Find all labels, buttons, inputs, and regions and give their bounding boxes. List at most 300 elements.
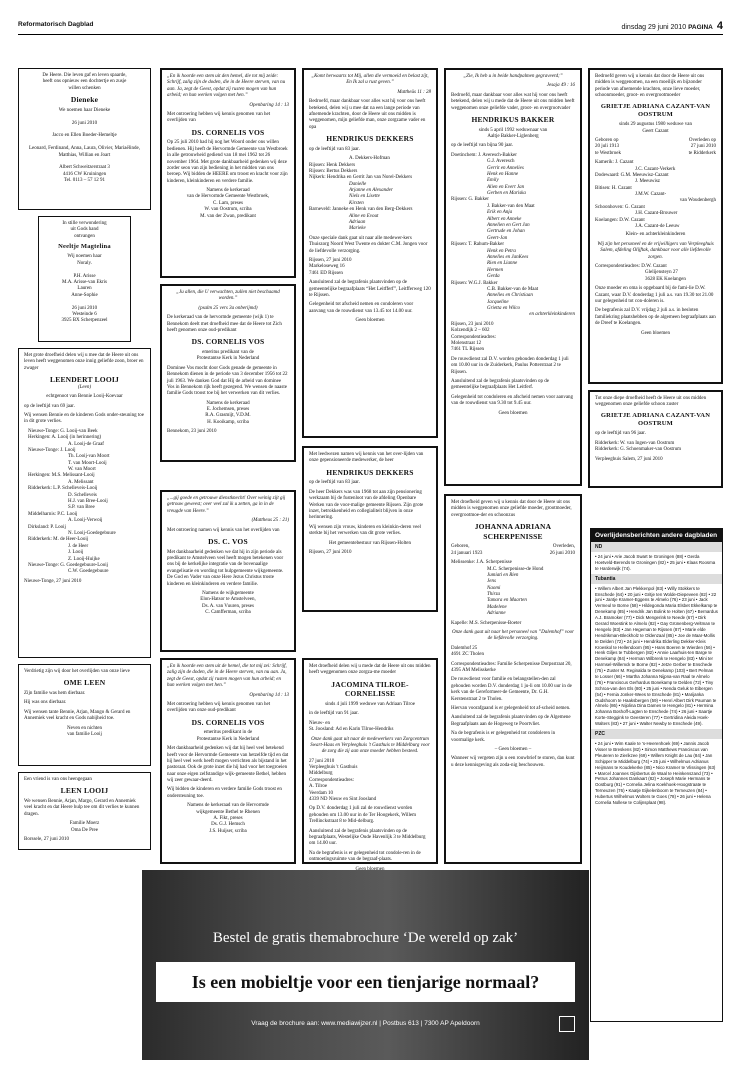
family-line: A. Looij-de Graaf xyxy=(68,441,104,447)
text-line: emeritus predikant van de xyxy=(202,349,254,355)
text-line: Markeloseweg 16 xyxy=(309,264,345,270)
age-line: op de leeftijd van 83 jaar. xyxy=(309,480,360,486)
text-line: 7461 ED Rijssen xyxy=(309,270,343,276)
text-line: Middelburg xyxy=(309,771,333,777)
signature xyxy=(167,803,289,835)
age-line: op de leeftijd van 83 jaar. xyxy=(309,146,360,152)
family-line: Nijkerk: Hendrika en Gerrit Jan van Norel-Dekkers xyxy=(309,175,413,181)
deceased-name: JOHANNA ADRIANA SCHERPENISSE xyxy=(474,522,552,541)
no-flowers: Geen bloemen xyxy=(498,410,528,416)
family-line: Hermen xyxy=(487,267,504,273)
body-text: Hiervan voorafgaand is er gelegenheid tot af-scheid nemen. xyxy=(451,705,571,711)
intro-text: Met ontroering hebben wij kennis genomen van het overlijden van onze oud-predikant xyxy=(167,701,271,714)
dates xyxy=(595,138,716,157)
family-line: Kirsten xyxy=(349,200,364,206)
body-text: Aansluitend zal de begrafenis plaatsvinden op de begraafplaats, Westelijke Oude Havenlijk 3 te Middelburg om 14.00 uur. xyxy=(309,828,426,847)
family-line: G.J. Averesch xyxy=(487,159,515,165)
bible-quote: „Ju allen, die U verwachten, zullen niet beschaamd worden.” xyxy=(176,290,280,302)
text-line: 27 juni 2010 xyxy=(309,758,335,764)
text-line: Geboren, xyxy=(451,544,470,550)
section-nd: ND xyxy=(591,542,722,552)
family-line: J. Bakker-van den Maat xyxy=(487,203,535,209)
family-line: Doetinchem: J. Averesch-Bakker xyxy=(451,152,517,158)
header-right xyxy=(621,20,723,32)
deceased-name: DS. CORNELIS VOS xyxy=(191,717,265,727)
body-text: Op 25 juli 2010 had hij nog het Woord onder ons willen bedienen. Hij heeft de Hervormde Gemeente van Westbroek in alle getrouwheid gediend van 18 mei 1962 tot 26 november 1964. Met grote dankbaarheid gedenken wij deze zorder seon van zijn bediening in het midden van ons beroep. Wij bidden de HEERE om troost en kracht voor zijn kinderen, kleinkinderen en verdere familie. xyxy=(167,140,288,184)
dates xyxy=(451,544,575,557)
text-line: Ridderkerk: W. van Ingen-van Oostrum xyxy=(595,440,675,446)
family-line: Madelene xyxy=(487,604,507,610)
text-line: Geboren op xyxy=(595,137,619,143)
text-line: R.A. Grasmijt, V.D.M. xyxy=(205,413,251,419)
text-line: Protestantse Kerk in Nederland xyxy=(196,736,260,742)
body-text: Onze moeder en oma is opgebaard bij de fami-lie D.W. Cazant, waar D.V. donderdag 1 juli a.s. van 19.30 tot 21.00 uur gelegenheid tot con-doleren is. xyxy=(595,286,714,304)
text-line: Wij wensen tante Bennie, Arjan, Mango & Gerard en Annemiek veel kracht en Gods nabijheid toe. xyxy=(24,709,131,722)
family-line: Gertrude en Johan xyxy=(487,229,525,235)
address xyxy=(309,258,431,277)
family-line: Arjanne en Alexander xyxy=(349,188,393,194)
text-line: wijkgemeente Bethel te Rhenen xyxy=(196,809,260,815)
no-flowers: Geen bloemen xyxy=(640,330,671,336)
text-line: 26 juni 2010 xyxy=(549,550,575,556)
death-ad-ds-vos-rhenen xyxy=(160,658,296,864)
bible-quote: „Zie, Ik heb u in beide handpalmen gegraveerd;” xyxy=(463,74,563,79)
text-line: Borssele, 27 juni 2010 xyxy=(24,836,69,842)
text-line: Namens de kerkeraad van de Hervormde xyxy=(187,803,269,809)
address xyxy=(451,646,575,659)
body-text: De heer Dekkers was van 1968 tot aan zijn pensionering werkzaam bij de fustenloot van de afdeling Openbare Werken van de voor-malige gemeente Rijssen. Zijn grote inzet, betrokkenheid en collegialiteit blijven in onze herinnering. xyxy=(309,489,424,521)
text-line: Protestantse Kerk in Nederland xyxy=(196,356,260,362)
text-line: P.H. Arisse xyxy=(73,273,96,279)
bible-quote: „En ik hoorde een stem uit den hemel, die tot mij zeide: Schrijf, zalig zijn de doden, die in de Heere sterven, van nu aan. Ja, zegt de Geest, opdat zij rusten mogen van hun arbeid; en hun werken volgen met hen.” xyxy=(167,74,286,99)
intro-text: Verdrietig zijn wij door het overlijden van onze lieve xyxy=(24,669,130,674)
died-block xyxy=(550,544,575,557)
body-text: Na de begrafenis is er gelegenheid tot condoleren in voormalige kerk. xyxy=(451,731,556,743)
age-line: op de leeftijd van 69 jaar. xyxy=(24,403,75,409)
text-line: Correspondentieadres: D.W. Cazant xyxy=(595,264,667,269)
death-ad-ds-vos-westbroek xyxy=(160,68,296,278)
address xyxy=(309,759,431,804)
deceased-name: DS. CORNELIS VOS xyxy=(191,127,265,137)
text-line: Molenstraat 12 xyxy=(451,341,482,347)
family-line: en achterkleinkinderen xyxy=(529,312,575,318)
thanks: Wij zijn het personeel en de vrijwilligers van Verpleeghuis Salem, afdeling Olijftak, dankbaar voor alle liefdevolle zorgen. xyxy=(597,241,714,260)
child-name: Dieneke xyxy=(70,95,99,105)
deceased-name: HENDRIKUS DEKKERS xyxy=(326,134,414,144)
birth-ad-dieneke xyxy=(18,68,151,210)
text-line: sinds 5 april 1992 weduwnaar van xyxy=(478,127,548,133)
body-text: Aansluitend zal de begrafenis plaatsvinden op de gemeentelijke begraafplaats “Het Leitfferf”, Leitfferweg 120 te Rijssen. xyxy=(309,280,431,298)
text-line: Geert Cazant xyxy=(642,128,669,134)
bible-ref: Jesaja 49 : 16 xyxy=(546,83,575,89)
section-tubantia-entries: • Willem Albert Jan Plekkenpol (83) • Willy Stokkers te Enschede (64) • 20 juni • Gritje ten Wolde-Diepeveen (82) • 22 juni • Jantje Kramer-Eggens te Almelo (76) • 23 juni • Jack Vermeul te Borne (58) • Hildegonda Maria Elsbet Ekkelkamp te Denekamp (85) • Hendrik Jan Bolink te Holten (67) • Bernardus A.J. Bramoker (77) • Dick Mengerink te Neede (67) • Dirk Gerard Woestink te Almelo (82) • Gay Grünenberg-Veltman te Hengelo (83) • Jan Hegeman te Rijssen (87) • Marie elde Hendrikman-Bleckholz te Oldenzaal (85) • Joe de Maar-Mollis te Delden (72) • 24 juni • Hendrika Elderling Dekker-Kleis Kroeskol te Hellendoorn (95) • Hans Boeren te Wierden (56) • Henk Giljes te Tubbergen (82) • Annie Laarhuis-ten Barge te Denekamp (84) • Herman Wilbrenk te Hengelo (83) • Mini ter Harmsel-Willemck te Borne (82) • Jetze Gerber te Enschede (75) • Zuster M. Reginalda te Denekamp (103) • Bert Pelman te Losser (66) • Martha Johanna Nijpna-van Raal te Almelo (76) • Franciscus Gerhardus Bonekamp te Delden (72) • Tiny Schroa-van den Els (80) • 25 juni • Nenda Geluk te Eibergen (54) • Femia Jonker-Wees te Enschede (81) • Marijanka Oudshoorn te Haaksbergen (59) • Henri Albert Dirk Pauman te Almelo (86) • Nijolina Dina Dames te Hengelo (81) • Hermina Johanna Boshoff-Lagten te Enschede (74) • 26 juni • Saartje Korte-Steggink te Geesteren (77) • Gertridina Aleida Hoek-Walters (83) • 27 juni • Walter Newby te Enschede (49). xyxy=(595,585,718,727)
death-ad-ds-c-vos-amstelveen xyxy=(160,490,296,652)
birth-ad-neeltje xyxy=(38,216,131,342)
text-line: Aaltje Bakker-Liglenberg xyxy=(487,133,539,139)
death-ad-leendert-looij xyxy=(18,348,151,658)
family-line: Th. Looij-van Moort xyxy=(68,454,110,460)
text-line: Albert Schweitzerstraat 3 xyxy=(59,165,110,171)
text-line: 4416 CW Kruiningen xyxy=(62,171,107,177)
subtitle xyxy=(167,730,289,743)
birth-intro xyxy=(44,221,125,240)
text-line: van familie Looij xyxy=(67,731,102,737)
family-line: Annelies en Christiaan xyxy=(487,293,533,299)
text-line: Ridderkerk: G. Schoenmaker-van Oostrum xyxy=(595,447,681,453)
text-line: Anne-Sophie xyxy=(71,292,98,298)
place-date: Bennekom, 23 juni 2010 xyxy=(167,429,217,435)
birth-details xyxy=(44,254,125,324)
child-name: Neeltje Magtelina xyxy=(58,243,111,251)
text-line: J.S. Huijser, scriba xyxy=(209,828,247,834)
family-line: Nieuwe-Tonge: G. Looij-van Beek xyxy=(28,428,98,434)
text-line: 4339 ND Nieuw en Sint Joosland xyxy=(309,797,377,803)
body-text: Gelegenheid tot afscheid nemen en condoleren voor aanvang van de rouwdienst van 13.45 tot 14.00 uur. xyxy=(309,302,414,314)
family-list xyxy=(451,560,575,627)
text-line: Elon-Hatsor te Amstelveen, xyxy=(200,597,256,603)
page-date: dinsdag 29 juni 2010 xyxy=(621,24,687,31)
family-line: C.W. Goedegebuure xyxy=(68,569,109,575)
text-line: M. van der Zwan, predikant xyxy=(200,213,256,219)
text-line: 3925 BX Scherpenzeel xyxy=(61,318,108,324)
text-line: Oma De Pree xyxy=(71,827,98,833)
text-line: Nieuw- en xyxy=(309,720,330,726)
text-line: Ds. A. van Vuuren, preses xyxy=(202,603,254,609)
deceased-name: HENDRIKUS DEKKERS xyxy=(326,467,414,477)
body-text: Met dankbaarheid gedenken we dat hij in zijn periode als predikant te Amstelveen veel heeft mogen betekenen voor ons bij de kerkelijke integratie van de bovenaalige evangelisatie en wording tot hulpgemeente wijkgemeente. De God en Vader van onze Here Jezus Christus troste kinderen en kleinkinderen en verdere familie. xyxy=(167,549,284,587)
place-date: Rijssen, 27 juni 2010 xyxy=(309,549,352,555)
no-flowers: Geen bloemen xyxy=(355,318,385,324)
family-line: J.A. Cazant-de Leeuw xyxy=(635,224,680,230)
death-ad-johanna-scherpenisse xyxy=(444,494,582,864)
family-line: A. Dekkers-Hofman xyxy=(349,156,390,162)
text-line: te Ridderkerk xyxy=(688,150,716,156)
subtitle xyxy=(451,128,575,141)
intro-text: Bedroefd, maar dankbaar voor alles wat hij voor ons heeft betekend, delen wij u mede dat de Heere uit ons midden heeft weggenomen onze geliefde vader, groot- en overgrootvader xyxy=(451,92,575,111)
family-line: Niels en Lisette xyxy=(349,194,380,200)
family-line: Herkingen: A. Looij (in herinnering) xyxy=(28,435,102,441)
text-line: Overleden, xyxy=(552,544,575,550)
death-ad-ome-leen xyxy=(18,664,151,766)
family-line: J. Looij xyxy=(68,550,84,556)
deceased-name: JACOMINA TILROE-CORNELISSE xyxy=(331,679,409,699)
body-text: Wij wensen zijn vrouw, kinderen en kleinkin-deren veel sterkte bij het verwerken van dit grote verlies. xyxy=(309,524,421,537)
family-line: Rijssen: T. Rahum-Bakker xyxy=(451,242,505,248)
family-line: Bitisen: H. Cazant xyxy=(595,185,632,191)
family-line: Adriaan xyxy=(349,220,366,226)
text-line: Hij was ons dierbaar. xyxy=(24,700,67,706)
family-line: J. Meeuwisz xyxy=(635,179,660,185)
deceased-name: HENDRIKUS BAKKER xyxy=(471,114,555,124)
death-ad-grietje-cazant-family xyxy=(588,68,723,384)
text-line: emeritus predikant in de xyxy=(203,730,253,736)
body-text: Na de begrafenis is er gelegenheid tot condole-ren in de ontmoetingsruimte van de begraaf-plaats. xyxy=(309,850,421,863)
death-ad-ds-vos-bennekom xyxy=(160,284,296,462)
text-line: 26 juni 2010 xyxy=(71,120,98,126)
intro-text: Tot onze diepe droefheid heeft de Heere uit ons midden weggenomen onze geliefde schoon zuster xyxy=(595,396,707,408)
text-line: willen schenken xyxy=(68,85,101,91)
family-line: H.J. van Bree-Looij xyxy=(68,499,108,505)
family-line: Thirza xyxy=(487,592,501,598)
family-line: Kapelle: M.S. Scherpenisse-Boeter xyxy=(451,620,522,626)
text-line: Correspondentieadres: xyxy=(309,777,354,783)
family-line: Henk en Hanne xyxy=(487,171,519,177)
body-text: Met dankbaarheid gedenken wij dat hij heel veel betekend heeft voor de Hervormde Gemeente van hetzelfde tijd en dat hij heel veel werk heeft mogen verrichten als bijstand in het pastoraat. Ook de grote inzet die hij had voor het toegroeien naar onze eigen zelfstandige wijk-gemeente Bethel, hebben wij zeer gewaar-deerd. xyxy=(167,746,289,784)
family-line: W. van Moort xyxy=(68,467,96,473)
text-line: M.A. Arisse-van Ekris xyxy=(62,280,107,286)
family-line: M.C. Scherpenisse-de Hond xyxy=(487,566,544,572)
text-line: Rijssen, 27 juni 2010 xyxy=(309,257,352,263)
intro-text: Met ontroering hebben wij kennis genomen van het overlijden van xyxy=(167,111,271,124)
birth-intro xyxy=(24,73,145,92)
text-line: 27 juni 2010 xyxy=(690,144,716,150)
wish-line: Wij wensen Bennie en de kinderen Gods onder-steuning toe in dit grote verlies. xyxy=(24,412,144,425)
family-list xyxy=(28,429,145,576)
deceased-name: DS. CORNELIS VOS xyxy=(191,337,265,347)
text-line: 26 juni 2010 xyxy=(71,305,98,311)
family-line: Klein- en achterkleinkinderen xyxy=(625,232,686,238)
intro-text: Met leedwezen namen wij kennis van het over-lijden van onze gepensioneerde medewerker, de heer xyxy=(309,452,424,464)
family-line: Kamerik: J. Cazant xyxy=(595,160,634,166)
death-ad-hendrikus-bakker xyxy=(444,68,582,486)
family-line: Herkingen: M.S. Melissant-Looij xyxy=(28,473,95,479)
age-line: op de leeftijd van 96 jaar. xyxy=(595,431,646,437)
section-pzc-entries: • 24 juni • Wim Kaale te 's-Heerenhoek (69) • Jannis Jacob Visser te Breskens (82) • Simon Matthews Franciscus van Pleuteren te Zierikzee (69) • Willem Knight de Lau (84) • Jan Schipper te Middelburg (74) • 25 juni • Wilhelmus Adrianus Heijmans te Koudekerke (85) • Nico Kramer te Vlissingen (63) • Marcel Joannes Gijsbertus de Waal te Heinkenszand (73) • Petrus Johannes Dankaart (82) • Joseph Marie Hermans te Oostburg (91) • Cornelia Jelina Koekhoek-Hoogstraate te Terneuzen (76) • Kaatje Eijkelenboom te Terneuzen (84) • Hubertus Wilhelmus Wolters te Goes (78) • 26 juni • Helena Cornelia Nollese te Colijnsplaat (98). xyxy=(595,741,716,805)
text-line: van de Hervormde Gemeente Westbroek, xyxy=(186,194,270,200)
body-text: Op D.V. donderdag 1 juli zal de rouwdienst worden gehouden om 13.00 uur in de Ter Hoogekerk, Willem Trellinckstraat 8 te Mid-delburg. xyxy=(309,806,417,825)
text-line: sinds 29 augustus 1980 weduwe van xyxy=(619,122,692,128)
banner-headline-2: Is een mobieltje voor een tienjarige normaal? xyxy=(191,972,540,992)
family-line: J.C. Cazant-Verkerk xyxy=(635,166,676,172)
family-line: J.H. Cazant-Brouwer xyxy=(635,211,678,217)
family-line: Rijssen: W.G.J. Bakker xyxy=(451,280,498,286)
intro-text: Met droefheid geven wij u kennis dat door de Heere uit ons midden is weggenomen onze geliefde moeder, grootmoeder, overgrootmoe-der en schoonzus xyxy=(451,500,572,518)
text-line: De Heere. Die leven gaf en leven spaarde, xyxy=(42,73,127,78)
family-line: C.B. Bakker-van de Maat xyxy=(487,286,539,292)
family-line: Marieke xyxy=(349,226,366,232)
text-line: St. Joosland: Ad en Karin Tilroe-Hendriks xyxy=(309,727,394,733)
text-line: Lauren xyxy=(77,286,92,292)
intro-text: Met droefheid delen wij u mede dat de Heere uit ons midden heeft weggenomen onze zorgza-me moeder xyxy=(309,664,431,676)
born-block xyxy=(451,544,482,557)
banner-contact: Vraag de brochure aan: www.mediawijzer.nl | Postbus 613 | 7300 AP Apeldoorn xyxy=(251,1020,480,1027)
text-line: Veerdam 10 xyxy=(309,790,334,796)
bible-ref: (Mattheus 25 : 21) xyxy=(251,518,289,524)
body-text: De begrafenis zal D.V. vrijdag 2 juli a.s. in besloten familiekring plaatshebben op de algemeen begraafplaats aan de Dreef te Koelangen. xyxy=(595,308,716,327)
family-line: Ridderkerk: M. de Heer-Looij xyxy=(28,537,89,543)
text-line: E. Jochemsen, preses xyxy=(206,407,250,413)
intro-text: Bedroefd geven wij u kennis dat door de Heere uit ons midden is weggenomen, na een moeilijk en bijzonder periode van afnemende krachten, onze lieve moeder, schoonmoeder, groot- en overgrootmoeder xyxy=(595,74,705,99)
age-line: in de leeftijd van 91 jaar. xyxy=(309,711,359,717)
death-ad-leen-looij-friend xyxy=(18,772,151,850)
subtitle xyxy=(167,350,289,363)
address xyxy=(451,322,575,354)
body-text: Aansluitend zal de begrafenis plaatsvinden op de gemeentelijke begraafplaats Het Leitferf. xyxy=(451,379,550,391)
text-line: Noraly. xyxy=(77,260,92,266)
family-line: J. de Heer xyxy=(68,543,89,549)
text-line: We noemen haar Dieneke xyxy=(58,107,111,113)
family-line: Koelangen: D.W. Cazant xyxy=(595,217,645,223)
signature xyxy=(167,591,289,617)
bible-ref: Mattheüs 11 : 28 xyxy=(397,89,431,95)
text-line: Wij noemen haar xyxy=(67,254,102,260)
deceased-name: GRIETJE ADRIANA CAZANT-VAN OOSTRUM xyxy=(600,411,711,428)
banner-headline-1: Bestel de gratis themabrochure ‘De wereld op zak’ xyxy=(212,930,519,946)
text-line: A. Tilroe xyxy=(309,784,328,790)
family-line: Tamara en Maarten xyxy=(487,598,527,604)
text-line: Zijn familie was hem dierbaar. xyxy=(24,690,86,696)
family-line: Annelien en Gert Jan xyxy=(487,223,530,229)
text-line: Correspondentieadres: xyxy=(451,334,496,340)
family-line: Rijssen: G. Bakker xyxy=(451,197,489,203)
text-line: Kolzendijk 2 – 602 xyxy=(451,328,490,334)
family-line: Nieuwe-Tonge: G. Goedegebuure-Looij xyxy=(28,562,109,568)
text-line: C. Lam, preses xyxy=(213,200,243,206)
text-line: te Westbroek xyxy=(595,150,622,156)
text-line: C. Camfferman, scriba xyxy=(205,610,251,616)
bible-quote: „Komt herwaarts tot Mij, allen die vermoeid en belast zijt, En Ik zal u rust geven.” xyxy=(311,74,429,86)
family-line: Nieuwe-Tonge: J. Looij xyxy=(28,447,76,453)
intro-text: De kerkeraad van de hervormde gemeente (wijk 1) te Bennekom deelt met droefheid mee dat de Heere tot Zich heeft genomen onze oud-predikant xyxy=(167,315,282,333)
family-line: N. Looij-Goedegebuure xyxy=(68,530,116,536)
body-text: Wanneer wij vergeten zijn u een rouwbrief te sturen, dan kunt u deze kennisgeving als zoda-nig beschouwen. xyxy=(451,756,575,768)
text-line: Glelijensteyn 27 xyxy=(645,270,678,276)
family-line: Alien en Evert Jan xyxy=(487,184,525,190)
correspondence xyxy=(595,264,716,283)
died-block xyxy=(689,138,716,157)
family-list xyxy=(595,160,716,239)
no-flowers: – Geen bloemen – xyxy=(494,746,532,752)
text-line: uit Gods hand xyxy=(70,227,99,233)
family xyxy=(309,721,431,734)
text-line: Familie Moerz xyxy=(69,821,100,827)
family-line: Rijssen: Henk Dekkers xyxy=(309,162,356,168)
family-line: D. Schelleveis xyxy=(68,492,97,498)
family-line: Annelies en JanKees xyxy=(487,254,529,260)
family-line: Jens xyxy=(487,579,496,585)
bible-ref: (psalm 25 vers 3a onberijmd) xyxy=(198,305,258,311)
family-line: Danielle xyxy=(349,181,367,187)
text-line: Westeinde 6 xyxy=(72,312,97,317)
text-line: Leonard, Ferdinand, Anna, Laura, Olivier, Mariaёlinde, Matthias, Willian en Joart xyxy=(28,146,140,158)
death-ad-hendrikus-dekkers-municipality xyxy=(302,446,438,612)
bible-ref: Openbaring 14 : 13 xyxy=(249,102,289,108)
thanks: Onze dank gaat uit naar de medewerkers van Zorgcentrum Swart-Haas en Verpleeghuis 't Gasthuis te Middelburg voor de zorg die zij aan onze moeder hebben besteed. xyxy=(310,736,430,755)
publication-name: Reformatorisch Dagblad xyxy=(18,21,94,28)
text-line: Neven en nichten xyxy=(67,725,102,731)
page-label: PAGINA xyxy=(688,24,713,31)
text-line: Tel. 0113 – 57 12 91 xyxy=(63,178,106,184)
text-line: H. Kooikamp, scriba xyxy=(207,419,249,425)
family-line: Z. Looij-Huijke xyxy=(68,556,100,562)
intro-text: Met ontroering namen wij kennis van het overlijden van xyxy=(167,527,280,533)
correspondence: Correspondentieadres: Familie Scherpenisse Dorpsstraat 20, 4395 AM Melisskerke xyxy=(451,661,572,673)
panel-title: Overlijdensberichten andere dagbladen xyxy=(591,529,722,542)
subtitle xyxy=(595,122,716,135)
family-line: A. Melissant xyxy=(68,479,94,485)
family-line: Rijssen: Bertus Dekkers xyxy=(309,168,358,174)
bible-ref: Openbaring 14 : 13 xyxy=(249,692,289,698)
text-line: Overleden op xyxy=(688,137,716,143)
text-line: In stille verwondering xyxy=(62,221,107,226)
family-list xyxy=(451,153,575,319)
text-line: Namens de kerkeraad xyxy=(206,188,250,194)
body-text: Onze speciale dank gaat uit naar alle medewer-kers Thuiszorg Noord West Twente en dokter C.M. Jongen voor de liefdevolle verzorging. xyxy=(309,235,428,254)
text-line: W. van Oostrum, scriba xyxy=(204,207,252,213)
intro-text: Bedroefd, maar dankbaar voor alles wat hij voor ons heeft betekend, delen wij u mee dat na een lange periode van afnemende krachten, door de Heere uit ons midden is weggenomen, mijn geliefde man, onze zorgzame vader en opa xyxy=(309,99,426,130)
death-ad-jacomina-tilroe xyxy=(302,658,438,864)
text-line: Namens de wijkgemeente xyxy=(202,590,254,596)
nickname: (Leen) xyxy=(77,384,92,390)
family-line: Gerben en Mariska xyxy=(487,191,526,197)
signature xyxy=(167,188,289,220)
text-line: Verpleeghuis 't Gasthuis xyxy=(309,765,358,771)
family-line: Jacqueline xyxy=(487,299,509,305)
family-list xyxy=(309,156,431,233)
other-papers-obituaries-panel xyxy=(590,528,723,1022)
family-line: Dodewaard: G.M. Meeuwisz-Cazant xyxy=(595,172,669,178)
body-text: De rouwdienst voor familie en belangstellen-den zal gehouden worden D.V. donderdag 1 ju-li om 10.00 uur in de kerk van de Gereformeer-de Gemeente, Dr. G.H. Kerstenstraat 2 te Tholen. xyxy=(451,677,572,702)
age-line: op de leeftijd van bijna 90 jaar. xyxy=(451,143,514,149)
text-line: Jacco en Ellen Boeder-Hemeltje xyxy=(52,133,117,139)
family-line: Grietta en Wilco xyxy=(487,306,521,312)
family-line: Emily xyxy=(487,178,499,184)
text-line: ontvangen xyxy=(74,233,95,239)
family-line: Middelharnis: P.C. Looij xyxy=(28,511,78,517)
signature: Het gemeentebestuur van Rijssen-Holten xyxy=(328,540,412,546)
text-line: 20 juli 1913 xyxy=(595,144,620,150)
family-line: Adrianne xyxy=(487,611,506,617)
text-line: Dalemhof 25 xyxy=(451,645,478,651)
birth-details xyxy=(24,108,145,185)
family-line: van Woudenbergh xyxy=(679,198,716,204)
thanks: Onze dank gaat uit naar het personeel van ”Dalemhof” voor de liefdevolle verzorging. xyxy=(451,630,575,642)
family xyxy=(595,441,716,454)
family-line: S.P. van Bree xyxy=(68,505,95,511)
born-block xyxy=(595,138,621,157)
section-pzc: PZC xyxy=(591,729,722,739)
family-line: Aline en Evout xyxy=(349,213,379,219)
family-line: Ridderkerk: L.P. Schelleveis-Looij xyxy=(28,486,98,492)
spouse-line: echtgenoot van Bennie Looij-Koevaar xyxy=(46,394,123,400)
mediawijzer-logo-icon xyxy=(559,1016,575,1032)
body-text: Aansluitend zal de begrafenis plaatsvinden op de Algemene Begraafplaats aan de Hogeweg te Poortvliet. xyxy=(451,715,571,727)
banner-headline-2-box xyxy=(156,962,575,1002)
text-line: We wensen Bennie, Arjan, Margo, Gerard en Annemiek veel kracht en dat Heere hulp tee om dit verlies te kunnen dragen. xyxy=(24,798,140,817)
family-line: Schoonhoven: G. Cazant xyxy=(595,204,645,210)
family-line: Erik en Anja xyxy=(487,210,513,216)
deceased-name: OME LEEN xyxy=(63,678,106,688)
subtitle: sinds 4 juli 1999 weduwe van Adriaan Tilroe xyxy=(325,701,415,707)
body-text: Gelegenheid tot condoleren en afscheid nemen voor aanvang van de rouwdienst van 9.30 tot 9.45 uur. xyxy=(451,394,574,407)
text-line: 24 januari 1923 xyxy=(451,550,483,556)
intro-text: Met grote droefheid delen wij u mee dat de Heere uit ons leven heeft weggenomen onze innig geliefde zoon, broer en zwager xyxy=(24,353,144,371)
family-line: Gerrit en Annelies xyxy=(487,165,524,171)
text-line: 4691 ZC Tholen xyxy=(451,652,484,658)
intro-text: Een vriend is van ons heengegaan xyxy=(24,777,92,782)
text-line: A. Fikt, preses xyxy=(213,816,243,822)
family-line: Henk en Petra xyxy=(487,248,516,254)
section-nd-entries: • 24 juni • Arie Jacob Swart te Groningen (88) • Gerda Hoetveld-Berends te Groningen (82) • 25 juni • Klaas Roosma te Harderwijk (74). xyxy=(595,554,716,571)
section-tubantia: Tubantia xyxy=(591,574,722,584)
family-line: A. Looij-Verwoij xyxy=(68,518,103,524)
text-line: 7461 TL Rijssen xyxy=(451,347,485,353)
family-line: Naomi xyxy=(487,585,501,591)
text-line: Ds. G.J. Hemsch xyxy=(211,822,245,828)
death-ad-grietje-cazant-relatives xyxy=(588,390,723,488)
deceased-name: GRIETJE ADRIANA CAZANT-VAN OOSTRUM xyxy=(600,102,711,118)
family-line: Barneveld: Janneke en Henk van den Berg-Dekkers xyxy=(309,207,413,213)
